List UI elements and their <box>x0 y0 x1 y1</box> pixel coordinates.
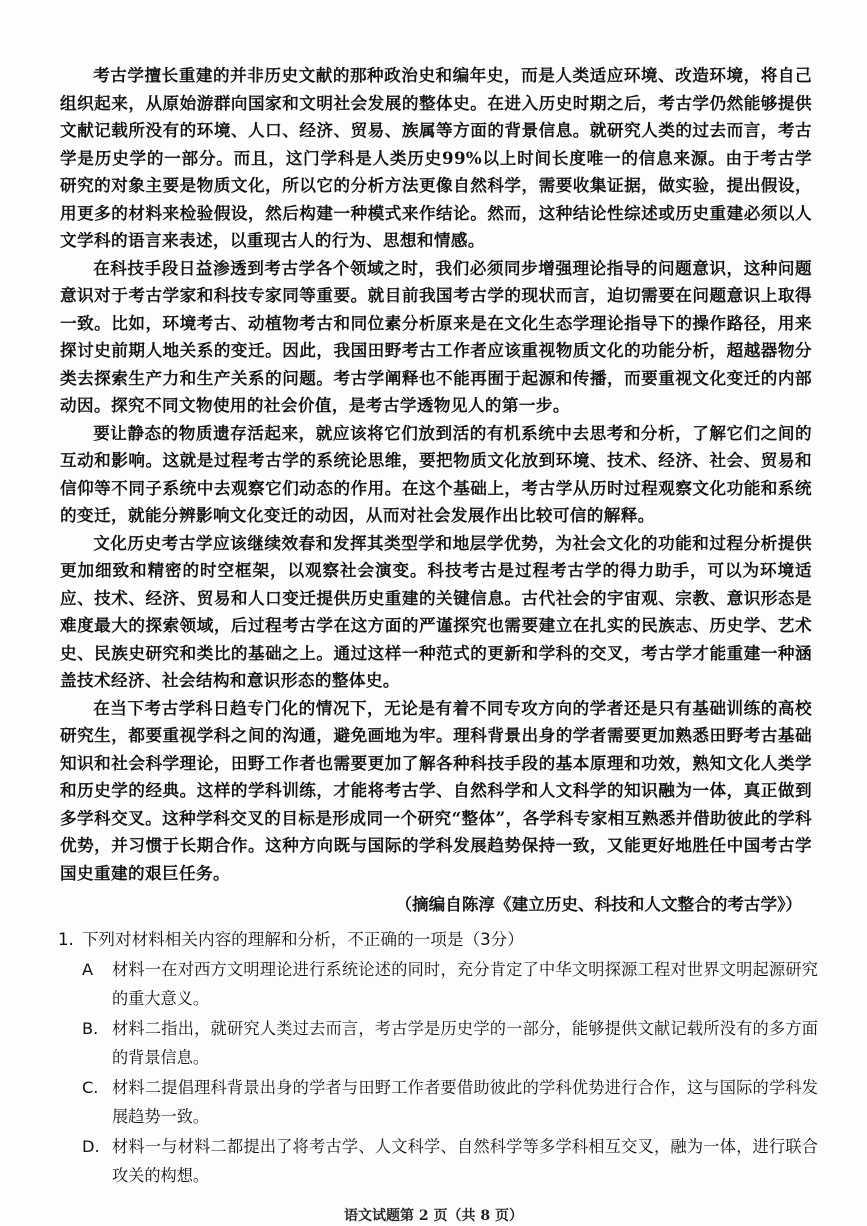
passage-paragraph-2: 在科技手段日益渗透到考古学各个领域之时，我们必须同步增强理论指导的问题意识，这种问题意识对于考古学家和科技专家同等重要。就目前我国考古学的现状而言，迫切需要在问题意识上取得一致。比如，环境考古、动植物考古和同位素分析原来是在文化生态学理论指导下的操作路径，用来探讨史前期人地关系的变迁。因此，我国田野考古工作者应该重视物质文化的功能分析，超越器物分类去探索生产力和生产关系的问题。考古学阐释也不能再囿于起源和传播，而要重视文化变迁的内部动因。探究不同文物使用的社会价值，是考古学透物见人的第一步。 <box>60 257 812 415</box>
passage-source: （摘编自陈淳《建立历史、科技和人文整合的考古学》） <box>395 894 802 914</box>
option-text: 材料二指出，就研究人类过去而言，考古学是历史学的一部分，能够提供文献记载所没有的多方面的背景信息。 <box>112 1019 818 1067</box>
passage-paragraph-1: 考古学擅长重建的并非历史文献的那种政治史和编年史，而是人类适应环境、改造环境，将自己组织起来，从原始游群向国家和文明社会发展的整体史。在进入历史时期之后，考古学仍然能够提供文献记载所没有的环境、人口、经济、贸易、族属等方面的背景信息。就研究人类的过去而言，考古学是历史学的一部分。而且，这门学科是人类历史99%以上时间长度唯一的信息来源。由于考古学研究的对象主要是物质文化，所以它的分析方法更像自然科学，需要收集证据，做实验，提出假设，用更多的材料来检验假设，然后构建一种模式来作结论。然而，这种结论性综述或历史重建必须以人文学科的语言来表述，以重现古人的行为、思想和情感。 <box>60 65 812 250</box>
passage-paragraph-5: 在当下考古学科日趋专门化的情况下，无论是有着不同专攻方向的学者还是只有基础训练的高校研究生，都要重视学科之间的沟通，避免画地为牢。理科背景出身的学者需要更加熟悉田野考古基础知识和社会科学理论，田野工作者也需要更加了解各种科技手段的基本原理和功效，熟知文化人类学和历史学的经典。这样的学科训练，才能将考古学、自然科学和人文科学的知识融为一体，真正做到多学科交叉。这种学科交叉的目标是形成同一个研究“整体”，各学科专家相互熟悉并借助彼此的学科优势，并习惯于长期合作。这种方向既与国际的学科发展趋势保持一致，又能更好地胜任中国考古学国史重建的艰巨任务。 <box>60 697 812 883</box>
option-c[interactable] <box>82 1073 818 1131</box>
passage-paragraph-3: 要让静态的物质遗存活起来，就应该将它们放到活的有机系统中去思考和分析，了解它们之间的互动和影响。这就是过程考古学的系统论思维，要把物质文化放到环境、技术、经济、社会、贸易和信仰等不同子系统中去观察它们动态的作用。在这个基础上，考古学从历时过程观察文化功能和系统的变迁，就能分辨影响文化变迁的动因，从而对社会发展作出比较可信的解释。 <box>60 422 812 525</box>
question-1 <box>58 926 818 1190</box>
question-number: 1. <box>58 930 74 949</box>
page-footer: 语文试题第 2 页（共 8 页） <box>344 1208 523 1224</box>
question-stem-text: 下列对材料相关内容的理解和分析，不正确的一项是（3分） <box>81 930 524 949</box>
reading-passage <box>60 62 812 919</box>
option-b[interactable] <box>82 1014 818 1072</box>
option-text: 材料一与材料二都提出了将考古学、人文科学、自然科学等多学科相互交叉，融为一体，进行联合攻关的构想。 <box>112 1137 818 1185</box>
option-a[interactable] <box>82 955 818 1013</box>
option-letter: C. <box>82 1078 99 1097</box>
option-letter: B. <box>82 1019 99 1038</box>
option-d[interactable] <box>82 1132 818 1190</box>
option-letter: A <box>82 960 94 979</box>
passage-paragraph-4: 文化历史考古学应该继续效春和发挥其类型学和地层学优势，为社会文化的功能和过程分析提供更加细致和精密的时空框架，以观察社会演变。科技考古是过程考古学的得力助手，可以为环境适应、技术、经济、贸易和人口变迁提供历史重建的关键信息。古代社会的宇宙观、宗教、意识形态是难度最大的探索领域，后过程考古学在这方面的严谨探究也需要建立在扎实的民族志、历史学、艺术史、民族史研究和类比的基础之上。通过这样一种范式的更新和学科的交叉，考古学才能重建一种涵盖技术经济、社会结构和意识形态的整体史。 <box>60 532 812 690</box>
option-letter: D. <box>82 1137 100 1156</box>
option-text: 材料一在对西方文明理论进行系统论述的同时，充分肯定了中华文明探源工程对世界文明起源研究的重大意义。 <box>112 960 818 1008</box>
question-stem <box>58 926 818 954</box>
option-text: 材料二提倡理科背景出身的学者与田野工作者要借助彼此的学科优势进行合作，这与国际的学科发展趋势一致。 <box>112 1078 818 1126</box>
